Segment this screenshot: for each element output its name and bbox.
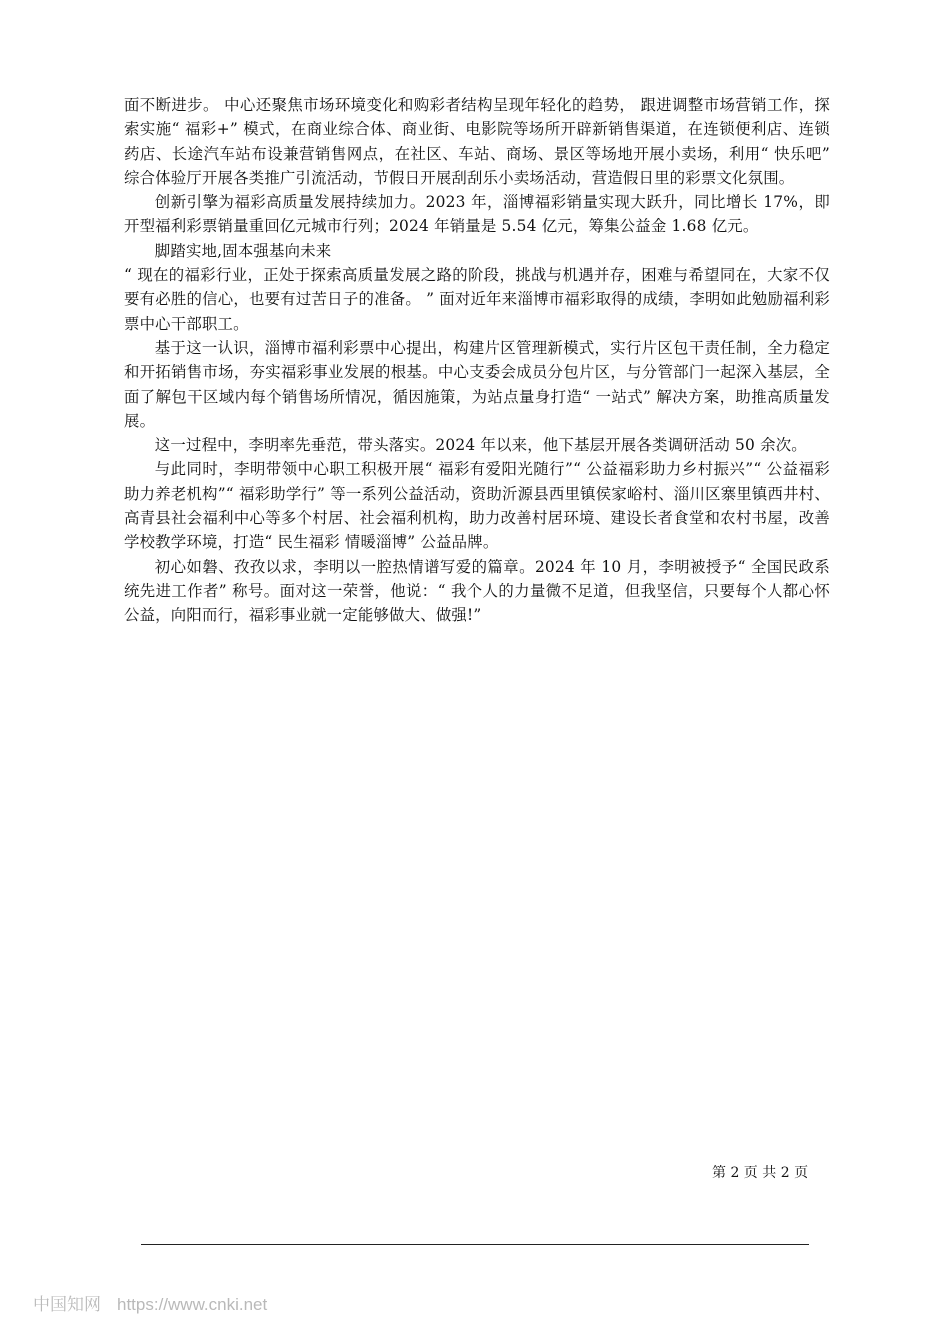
paragraph: 初心如磐、孜孜以求，李明以一腔热情谱写爱的篇章。2024 年 10 月，李明被授予“ 全国民政系统先进工作者” 称号。面对这一荣誉，他说：“ 我个人的力量微不足道，但我坚信，只要每个人都心怀公益，向阳而行，福彩事业就一定能够做大、做强!” bbox=[124, 557, 830, 625]
paragraph: 面不断进步。 中心还聚焦市场环境变化和购彩者结构呈现年轻化的趋势， 跟进调整市场营销工作，探索实施“ 福彩+” 模式，在商业综合体、商业街、电影院等场所开辟新销售渠道，在连锁便利店、连锁药店、长途汽车站布设兼营销售网点，在社区、车站、商场、景区等场地开展小卖场，利用“ 快乐吧” 综合体验厅开展各类推广引流活动，节假日开展刮刮乐小卖场活动，营造假日里的彩票文化氛围。 bbox=[124, 96, 830, 187]
watermark-url: https://www.cnki.net bbox=[117, 1295, 268, 1314]
document-body bbox=[124, 93, 830, 628]
section-heading: 脚踏实地,固本强基向未来 bbox=[154, 241, 332, 260]
page-number: 第 2 页 共 2 页 bbox=[712, 1165, 809, 1181]
watermark bbox=[33, 1294, 267, 1316]
paragraph: 创新引擎为福彩高质量发展持续加力。2023 年，淄博福彩销量实现大跃升，同比增长 17%，即开型福利彩票销量重回亿元城市行列；2024 年销量是 5.54 亿元，筹集公益金 1.68 亿元。 bbox=[124, 193, 830, 236]
paragraph: 这一过程中，李明率先垂范，带头落实。2024 年以来，他下基层开展各类调研活动 50 余次。 bbox=[154, 436, 807, 455]
watermark-brand: 中国知网 bbox=[33, 1295, 101, 1314]
paragraph: “ 现在的福彩行业，正处于探索高质量发展之路的阶段，挑战与机遇并存，困难与希望同在，大家不仅要有必胜的信心，也要有过苦日子的准备。 ” 面对近年来淄博市福彩取得的成绩，李明如此勉励福利彩票中心干部职工。 bbox=[124, 266, 830, 333]
paragraph: 与此同时，李明带领中心职工积极开展“ 福彩有爱阳光随行”“ 公益福彩助力乡村振兴”“ 公益福彩助力养老机构”“ 福彩助学行” 等一系列公益活动，资助沂源县西里镇侯家峪村、淄川区寨里镇西井村、高青县社会福利中心等多个村居、社会福利机构，助力改善村居环境、建设长者食堂和农村书屋，改善学校教学环境，打造“ 民生福彩 情暖淄博” 公益品牌。 bbox=[124, 460, 830, 552]
footer-divider bbox=[141, 1244, 809, 1245]
paragraph: 基于这一认识，淄博市福利彩票中心提出，构建片区管理新模式，实行片区包干责任制，全力稳定和开拓销售市场，夯实福彩事业发展的根基。中心支委会成员分包片区，与分管部门一起深入基层，全面了解包干区域内每个销售场所情况，循因施策，为站点量身打造“ 一站式” 解决方案，助推高质量发展。 bbox=[124, 338, 830, 430]
